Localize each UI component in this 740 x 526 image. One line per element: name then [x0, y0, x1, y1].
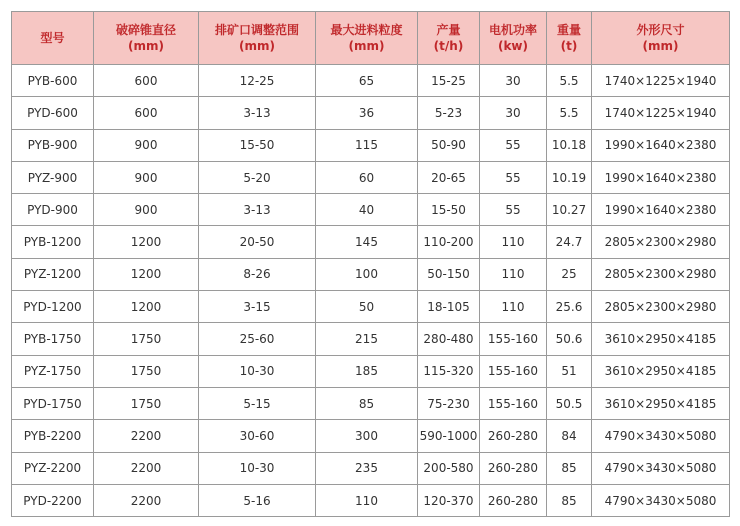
cell-model: PYD-600: [12, 97, 94, 129]
cell-cone-diameter: 2200: [94, 452, 199, 484]
cell-capacity: 15-50: [418, 194, 480, 226]
table-row: [12, 387, 730, 419]
cell-cone-diameter: 2200: [94, 484, 199, 516]
cell-cone-diameter: 900: [94, 161, 199, 193]
cell-weight: 10.27: [547, 194, 592, 226]
cell-dimensions: 3610×2950×4185: [592, 387, 730, 419]
header-max-feed-size: 最大进料粒度 (mm): [316, 12, 418, 65]
cell-max-feed-size: 145: [316, 226, 418, 258]
cell-dimensions: 3610×2950×4185: [592, 323, 730, 355]
cell-capacity: 200-580: [418, 452, 480, 484]
cell-weight: 5.5: [547, 65, 592, 97]
table-row: [12, 65, 730, 97]
cell-max-feed-size: 60: [316, 161, 418, 193]
cell-model: PYZ-1200: [12, 258, 94, 290]
cell-discharge-range: 25-60: [199, 323, 316, 355]
cell-motor-power: 155-160: [480, 387, 547, 419]
table-row: [12, 258, 730, 290]
cell-weight: 24.7: [547, 226, 592, 258]
cell-motor-power: 55: [480, 129, 547, 161]
cell-model: PYB-2200: [12, 420, 94, 452]
cell-cone-diameter: 1750: [94, 355, 199, 387]
cell-weight: 25.6: [547, 291, 592, 323]
cell-dimensions: 1740×1225×1940: [592, 97, 730, 129]
cell-model: PYB-1200: [12, 226, 94, 258]
cell-max-feed-size: 50: [316, 291, 418, 323]
table-row: [12, 452, 730, 484]
cell-cone-diameter: 600: [94, 65, 199, 97]
cell-motor-power: 260-280: [480, 484, 547, 516]
cell-capacity: 5-23: [418, 97, 480, 129]
cell-max-feed-size: 36: [316, 97, 418, 129]
cell-model: PYZ-2200: [12, 452, 94, 484]
cell-weight: 85: [547, 484, 592, 516]
cell-model: PYD-2200: [12, 484, 94, 516]
cell-dimensions: 2805×2300×2980: [592, 258, 730, 290]
cell-capacity: 50-150: [418, 258, 480, 290]
cell-cone-diameter: 600: [94, 97, 199, 129]
cell-motor-power: 155-160: [480, 355, 547, 387]
cell-dimensions: 1990×1640×2380: [592, 194, 730, 226]
cell-discharge-range: 8-26: [199, 258, 316, 290]
cell-weight: 5.5: [547, 97, 592, 129]
table-row: [12, 97, 730, 129]
cell-cone-diameter: 2200: [94, 420, 199, 452]
cell-motor-power: 260-280: [480, 452, 547, 484]
cell-discharge-range: 30-60: [199, 420, 316, 452]
spec-table: [11, 11, 730, 517]
cell-weight: 50.5: [547, 387, 592, 419]
cell-discharge-range: 15-50: [199, 129, 316, 161]
cell-cone-diameter: 1200: [94, 226, 199, 258]
cell-dimensions: 4790×3430×5080: [592, 452, 730, 484]
header-cone-diameter: 破碎锥直径 (mm): [94, 12, 199, 65]
cell-cone-diameter: 1200: [94, 291, 199, 323]
cell-discharge-range: 3-13: [199, 194, 316, 226]
cell-weight: 50.6: [547, 323, 592, 355]
cell-weight: 85: [547, 452, 592, 484]
cell-max-feed-size: 40: [316, 194, 418, 226]
table-row: [12, 484, 730, 516]
cell-discharge-range: 5-20: [199, 161, 316, 193]
table-row: [12, 420, 730, 452]
cell-capacity: 590-1000: [418, 420, 480, 452]
table-row: [12, 161, 730, 193]
cell-max-feed-size: 85: [316, 387, 418, 419]
cell-cone-diameter: 900: [94, 129, 199, 161]
cell-capacity: 120-370: [418, 484, 480, 516]
cell-model: PYD-1200: [12, 291, 94, 323]
header-model: 型号: [12, 12, 94, 65]
spec-table-container: [11, 11, 730, 517]
cell-motor-power: 30: [480, 65, 547, 97]
cell-motor-power: 110: [480, 226, 547, 258]
cell-cone-diameter: 1200: [94, 258, 199, 290]
cell-discharge-range: 5-15: [199, 387, 316, 419]
cell-max-feed-size: 100: [316, 258, 418, 290]
cell-capacity: 20-65: [418, 161, 480, 193]
cell-capacity: 110-200: [418, 226, 480, 258]
table-row: [12, 226, 730, 258]
cell-motor-power: 55: [480, 161, 547, 193]
cell-cone-diameter: 1750: [94, 387, 199, 419]
cell-capacity: 115-320: [418, 355, 480, 387]
cell-model: PYB-900: [12, 129, 94, 161]
cell-max-feed-size: 185: [316, 355, 418, 387]
cell-weight: 10.19: [547, 161, 592, 193]
table-row: [12, 323, 730, 355]
cell-discharge-range: 5-16: [199, 484, 316, 516]
table-row: [12, 355, 730, 387]
table-row: [12, 291, 730, 323]
header-capacity: 产量 (t/h): [418, 12, 480, 65]
cell-weight: 10.18: [547, 129, 592, 161]
cell-discharge-range: 3-13: [199, 97, 316, 129]
cell-weight: 51: [547, 355, 592, 387]
cell-dimensions: 2805×2300×2980: [592, 226, 730, 258]
table-row: [12, 194, 730, 226]
cell-motor-power: 155-160: [480, 323, 547, 355]
cell-dimensions: 1990×1640×2380: [592, 129, 730, 161]
cell-model: PYB-600: [12, 65, 94, 97]
cell-capacity: 15-25: [418, 65, 480, 97]
cell-motor-power: 55: [480, 194, 547, 226]
cell-discharge-range: 20-50: [199, 226, 316, 258]
cell-max-feed-size: 235: [316, 452, 418, 484]
cell-discharge-range: 3-15: [199, 291, 316, 323]
cell-capacity: 18-105: [418, 291, 480, 323]
cell-dimensions: 4790×3430×5080: [592, 484, 730, 516]
cell-discharge-range: 12-25: [199, 65, 316, 97]
cell-max-feed-size: 300: [316, 420, 418, 452]
cell-capacity: 75-230: [418, 387, 480, 419]
cell-max-feed-size: 215: [316, 323, 418, 355]
cell-dimensions: 3610×2950×4185: [592, 355, 730, 387]
cell-weight: 25: [547, 258, 592, 290]
cell-model: PYD-1750: [12, 387, 94, 419]
cell-motor-power: 260-280: [480, 420, 547, 452]
table-body: [12, 65, 730, 517]
cell-max-feed-size: 115: [316, 129, 418, 161]
cell-capacity: 50-90: [418, 129, 480, 161]
cell-capacity: 280-480: [418, 323, 480, 355]
cell-discharge-range: 10-30: [199, 355, 316, 387]
cell-model: PYZ-900: [12, 161, 94, 193]
cell-model: PYD-900: [12, 194, 94, 226]
cell-model: PYB-1750: [12, 323, 94, 355]
cell-discharge-range: 10-30: [199, 452, 316, 484]
cell-max-feed-size: 110: [316, 484, 418, 516]
header-dimensions: 外形尺寸 (mm): [592, 12, 730, 65]
table-header-row: [12, 12, 730, 65]
cell-model: PYZ-1750: [12, 355, 94, 387]
cell-dimensions: 1740×1225×1940: [592, 65, 730, 97]
cell-weight: 84: [547, 420, 592, 452]
cell-motor-power: 110: [480, 291, 547, 323]
cell-cone-diameter: 1750: [94, 323, 199, 355]
cell-dimensions: 1990×1640×2380: [592, 161, 730, 193]
cell-dimensions: 4790×3430×5080: [592, 420, 730, 452]
header-weight: 重量 (t): [547, 12, 592, 65]
table-row: [12, 129, 730, 161]
cell-max-feed-size: 65: [316, 65, 418, 97]
cell-motor-power: 30: [480, 97, 547, 129]
cell-dimensions: 2805×2300×2980: [592, 291, 730, 323]
header-motor-power: 电机功率 (kw): [480, 12, 547, 65]
cell-cone-diameter: 900: [94, 194, 199, 226]
cell-motor-power: 110: [480, 258, 547, 290]
header-discharge-range: 排矿口调整范围 (mm): [199, 12, 316, 65]
